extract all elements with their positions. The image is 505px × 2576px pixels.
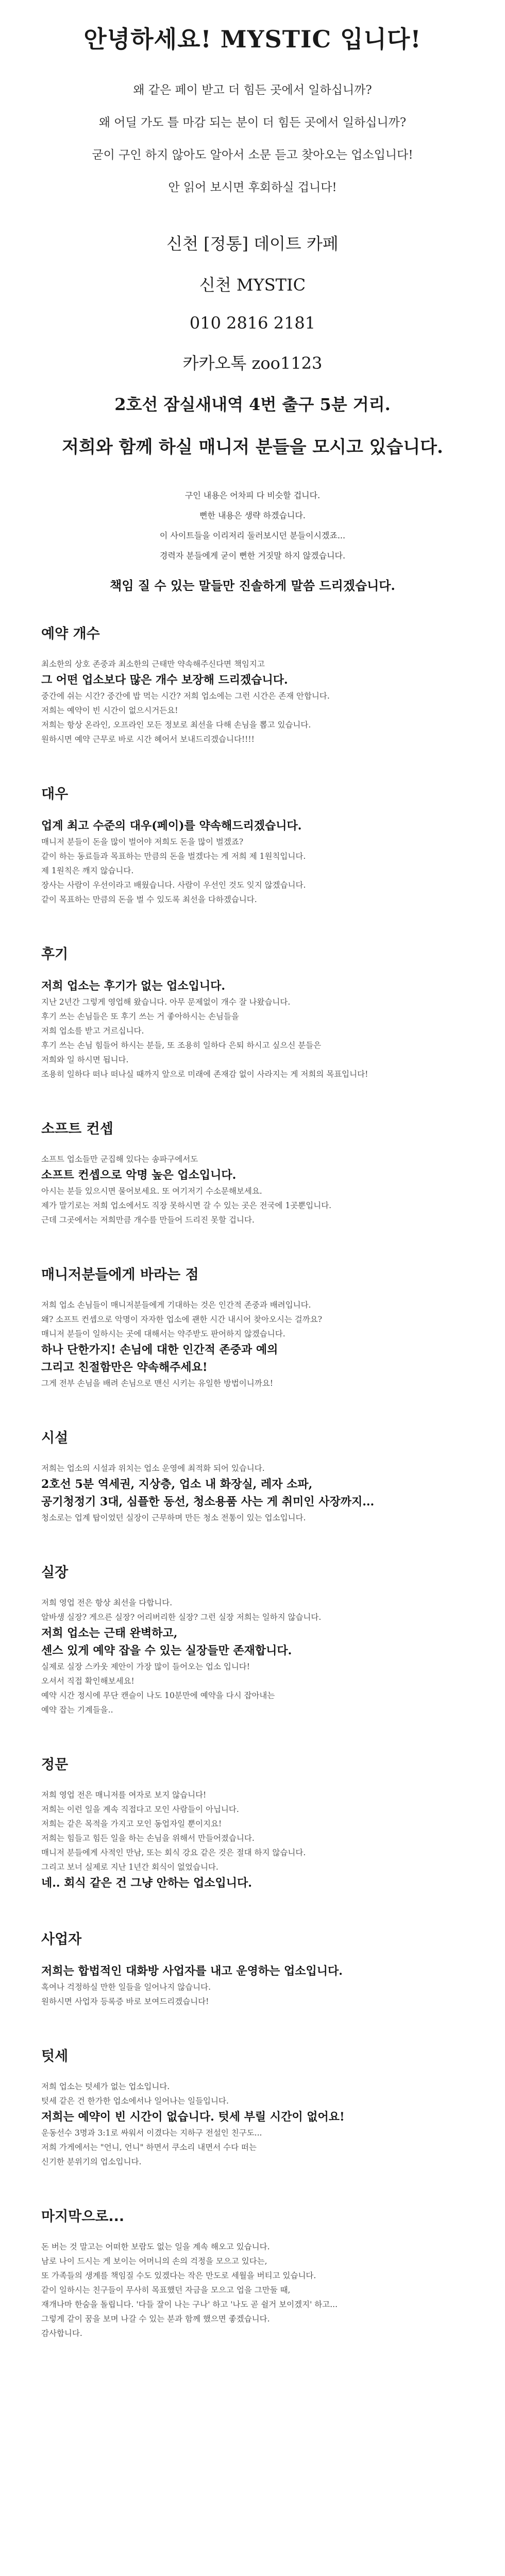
notice-strong: 책임 질 수 있는 말들만 진솔하게 말씀 드리겠습니다. bbox=[110, 578, 395, 593]
section-title: 실장 bbox=[41, 1565, 69, 1581]
section-text: 저희는 이런 일을 계속 직접다고 모인 사람들이 아닙니다. bbox=[41, 1805, 239, 1814]
section-highlight: 저희 업소는 후기가 없는 업소입니다. bbox=[41, 979, 226, 993]
section-text: 남로 나이 드시는 게 보이는 어머니의 손의 걱정을 모으고 있다는, bbox=[41, 2257, 267, 2266]
content-section bbox=[41, 622, 464, 747]
section-text: 저희는 같은 목적을 가지고 모인 동업자일 뿐이지요! bbox=[41, 1819, 222, 1828]
section-title: 후기 bbox=[41, 946, 69, 962]
section-highlight: 네.. 회식 같은 건 그냥 안하는 업소입니다. bbox=[41, 1876, 252, 1890]
kakao-id: 카카오톡 zoo1123 bbox=[182, 353, 323, 373]
section-highlight: 저희는 합법적인 대화방 사업자를 내고 운영하는 업소입니다. bbox=[41, 1964, 343, 1978]
sections bbox=[0, 602, 505, 2341]
notice-line: 구인 내용은 어차피 다 비슷할 겁니다. bbox=[184, 490, 321, 500]
section-text: 같이 하는 동료들과 목표하는 만큼의 돈을 벌겠다는 게 저희 제 1원칙입니다. bbox=[41, 852, 306, 861]
section-text: 저희는 항상 온라인, 오프라인 모든 정보로 최선을 다해 손님을 뽑고 있습니다. bbox=[41, 720, 311, 730]
section-highlight: 2호선 5분 역세권, 지상층, 업소 내 화장실, 레자 소파, bbox=[41, 1478, 313, 1491]
intro-line: 굳이 구인 하지 않아도 알아서 소문 듣고 찾아오는 업소입니다! bbox=[92, 148, 413, 162]
section-text: 저희 영업 전은 매니저를 여자로 보지 않습니다! bbox=[41, 1790, 207, 1800]
section-text: 그리고 보너 실제로 지난 1년간 회식이 없었습니다. bbox=[41, 1862, 218, 1872]
section-text: 운동선수 3명과 3:1로 싸워서 이겼다는 지하구 전설인 친구도... bbox=[41, 2128, 262, 2138]
section-text: 소프트 업소들만 군집해 있다는 송파구에서도 bbox=[41, 1155, 198, 1164]
intro-block bbox=[0, 80, 505, 195]
section-text: 저희 업소를 받고 거르십니다. bbox=[41, 1026, 144, 1036]
content-section bbox=[41, 1928, 464, 2009]
section-text: 그게 전부 손님을 배려 손님으로 맨신 시키는 유일한 방법이니까요! bbox=[41, 1379, 273, 1388]
section-title: 사업자 bbox=[41, 1931, 82, 1947]
section-title: 소프트 컨셉 bbox=[41, 1121, 113, 1137]
content-section bbox=[41, 1117, 464, 1227]
content-section bbox=[41, 1753, 464, 1892]
section-title: 매니저분들에게 바라는 점 bbox=[41, 1267, 199, 1283]
section-text: 예약 잡는 기계들을.. bbox=[41, 1705, 113, 1715]
section-text: 장사는 사람이 우선이라고 배웠습니다. 사람이 우선인 것도 잊지 않겠습니다. bbox=[41, 880, 306, 890]
section-text: 매니저 분들에게 사적인 만남, 또는 회식 강요 같은 것은 절대 하지 않습니다. bbox=[41, 1848, 306, 1857]
section-text: 최소한의 상호 존중과 최소한의 근태만 약속해주신다면 책임지고 bbox=[41, 659, 265, 669]
section-text: 혹여나 걱정하실 만한 일들을 일어나지 않습니다. bbox=[41, 1982, 211, 1992]
section-highlight: 하나 단한가지! 손님에 대한 인간적 존중과 예의 bbox=[41, 1343, 278, 1357]
section-text: 원하시면 사업자 등록증 바로 보여드리겠습니다! bbox=[41, 1997, 209, 2006]
section-text: 저희는 업소의 시설과 위치는 업소 운영에 최적화 되어 있습니다. bbox=[41, 1464, 265, 1473]
section-text: 중간에 쉬는 시간? 중간에 밥 먹는 시간? 저희 업소에는 그런 시간은 존재 안합니다. bbox=[41, 691, 330, 701]
content-section bbox=[41, 1427, 464, 1525]
section-title: 텃세 bbox=[41, 2048, 69, 2064]
section-text: 예약 시간 정시에 무단 캔슬이 나도 10분만에 예약을 다시 잡아내는 bbox=[41, 1691, 275, 1700]
section-highlight: 업계 최고 수준의 대우(페이)를 약속해드리겠습니다. bbox=[41, 819, 302, 833]
section-text: 원하시면 예약 근무로 바로 시간 혜어서 보내드리겠습니다!!!! bbox=[41, 735, 255, 744]
section-text: 또 가족들의 생계를 책임질 수도 있겠다는 작은 만도로 세월을 버티고 있습니다. bbox=[41, 2271, 316, 2280]
page-title: 안녕하세요! MYSTIC 입니다! bbox=[83, 25, 422, 53]
section-text: 같이 일하시는 친구들이 무사히 목표했던 자금을 모으고 업을 그만둘 때, bbox=[41, 2285, 291, 2295]
section-text: 신기한 분위기의 업소입니다. bbox=[41, 2157, 142, 2166]
section-highlight: 저희 업소는 근태 완벽하고, bbox=[41, 1626, 178, 1640]
section-highlight: 그리고 친절함만은 약속해주세요! bbox=[41, 1361, 208, 1374]
section-text: 매니저 분들이 돈을 많이 벌어야 저희도 돈을 많이 벌겠죠? bbox=[41, 837, 244, 846]
section-highlight: 그 어떤 업소보다 많은 개수 보장해 드리겠습니다. bbox=[41, 673, 288, 687]
section-text: 저희 업소는 텃세가 없는 업소입니다. bbox=[41, 2082, 170, 2091]
intro-line: 왜 같은 페이 받고 더 힘든 곳에서 일하십니까? bbox=[133, 83, 372, 97]
section-text: 텃세 같은 건 한가한 업소에서나 일어나는 일들입니다. bbox=[41, 2096, 229, 2106]
intro-line: 왜 어딜 가도 틀 마감 되는 분이 더 힘든 곳에서 일하십니까? bbox=[98, 116, 407, 129]
section-text: 감사합니다. bbox=[41, 2329, 82, 2338]
section-text: 저희는 예약이 빈 시간이 없으시거든요! bbox=[41, 706, 178, 715]
section-text: 알바생 실장? 게으른 실장? 어리버리한 실장? 그런 실장 저희는 일하지 않습니다. bbox=[41, 1613, 322, 1622]
notice-line: 이 사이트들을 이리저리 둘러보시던 분들이시겠죠... bbox=[159, 531, 346, 540]
section-text: 매니저 분들이 일하시는 곳에 대해서는 약주받도 판어하지 않겠습니다. bbox=[41, 1329, 285, 1338]
section-text: 그렇게 같이 꿈을 보며 나갈 수 있는 분과 함께 했으면 좋겠습니다. bbox=[41, 2314, 270, 2324]
contact-block bbox=[0, 231, 505, 458]
section-title: 마지막으로... bbox=[41, 2209, 125, 2225]
section-text: 저희 업소 손님들이 매니저분들에게 기대하는 것은 인간적 존중과 배려입니다. bbox=[41, 1300, 311, 1310]
section-text: 재개나마 한숨을 돌립니다. '다들 잘이 나는 구나' 하고 '나도 곧 쉴거 보이겠지' 하고... bbox=[41, 2300, 338, 2309]
location: 2호선 잠실새내역 4번 출구 5분 거리. bbox=[114, 395, 391, 414]
section-title: 대우 bbox=[41, 786, 69, 802]
hero bbox=[0, 0, 505, 458]
section-highlight: 소프트 컨셉으로 악명 높은 업소입니다. bbox=[41, 1168, 237, 1182]
section-text: 아시는 분들 있으시면 물어보세요. 또 여기저기 수소문해보세요. bbox=[41, 1187, 262, 1196]
section-highlight: 센스 있게 예약 잡을 수 있는 실장들만 존재합니다. bbox=[41, 1644, 292, 1657]
content-section bbox=[41, 783, 464, 907]
section-title: 예약 개수 bbox=[41, 626, 100, 642]
section-title: 정문 bbox=[41, 1757, 69, 1773]
content-section bbox=[41, 1263, 464, 1391]
section-text: 후기 쓰는 손님 힘들어 하시는 분들, 또 조용히 일하다 은퇴 하시고 싶으신 분들은 bbox=[41, 1041, 322, 1050]
content-section bbox=[41, 943, 464, 1081]
section-text: 실제로 실장 스카웃 제안이 가장 많이 들어오는 업소 입니다! bbox=[41, 1662, 250, 1671]
section-text: 조용히 일하다 떠나 떠나실 때까지 앞으로 미래에 존재감 없이 사라지는 게 저희의 목표입니다! bbox=[41, 1070, 368, 1079]
phone-number[interactable]: 010 2816 2181 bbox=[189, 313, 316, 333]
content-section bbox=[41, 1561, 464, 1717]
section-text: 후기 쓰는 손님들은 또 후기 쓰는 거 좋아하시는 손님들을 bbox=[41, 1012, 239, 1021]
section-text: 제가 말기로는 저희 업소에서도 직장 못하시면 갈 수 있는 곳은 전국에 1곳뿐입니다. bbox=[41, 1201, 332, 1210]
store-name: 신천 [정통] 데이트 카페 bbox=[166, 234, 339, 253]
notice-block bbox=[0, 489, 505, 594]
section-text: 저희 가게에서는 "언니, 언니" 하면서 쿠소리 내면서 수다 떠는 bbox=[41, 2143, 257, 2152]
section-text: 왜? 소프트 컨셉으로 악명이 자자한 업소에 괜한 시간 내시어 찾아오시는 걸까요? bbox=[41, 1315, 323, 1324]
section-text: 제 1원칙은 깨지 않습니다. bbox=[41, 866, 134, 875]
section-text: 청소로는 업계 탑이었던 실장이 근무하며 만든 청소 전통이 있는 업소입니다. bbox=[41, 1513, 306, 1522]
section-text: 돈 버는 것 말고는 어떠한 보람도 없는 일을 계속 해오고 있습니다. bbox=[41, 2242, 270, 2251]
section-text: 저희 영업 전은 항상 최선을 다합니다. bbox=[41, 1598, 173, 1607]
section-highlight: 공기청정기 3대, 심플한 동선, 청소용품 사는 게 취미인 사장까지... bbox=[41, 1495, 375, 1509]
brand-name: 신천 MYSTIC bbox=[199, 275, 306, 295]
intro-line: 안 읽어 보시면 후회하실 겁니다! bbox=[168, 181, 337, 194]
content-section bbox=[41, 2045, 464, 2169]
section-text: 저희와 일 하시면 됩니다. bbox=[41, 1055, 129, 1064]
notice-line: 뻔한 내용은 생략 하겠습니다. bbox=[199, 511, 306, 520]
section-text: 근데 그곳에서는 저희만큼 개수를 만들어 드리진 못할 겁니다. bbox=[41, 1215, 255, 1225]
section-text: 저희는 힘들고 힘든 일을 하는 손님을 위해서 만들어졌습니다. bbox=[41, 1834, 255, 1843]
section-text: 지난 2년간 그렇게 영업해 왔습니다. 아무 문제없이 개수 잘 나왔습니다. bbox=[41, 997, 291, 1007]
section-highlight: 저희는 예약이 빈 시간이 없습니다. 텃세 부릴 시간이 없어요! bbox=[41, 2110, 345, 2124]
greeting: 저희와 함께 하실 매니저 분들을 모시고 있습니다. bbox=[62, 437, 443, 457]
notice-line: 경력자 분들에게 굳이 뻔한 거짓말 하지 않겠습니다. bbox=[159, 551, 346, 561]
section-text: 오셔서 직접 확인해보세요! bbox=[41, 1676, 134, 1686]
section-title: 시설 bbox=[41, 1430, 69, 1446]
content-section bbox=[41, 2205, 464, 2341]
section-text: 같이 목표하는 만큼의 돈을 벌 수 있도록 최선을 다하겠습니다. bbox=[41, 895, 257, 904]
